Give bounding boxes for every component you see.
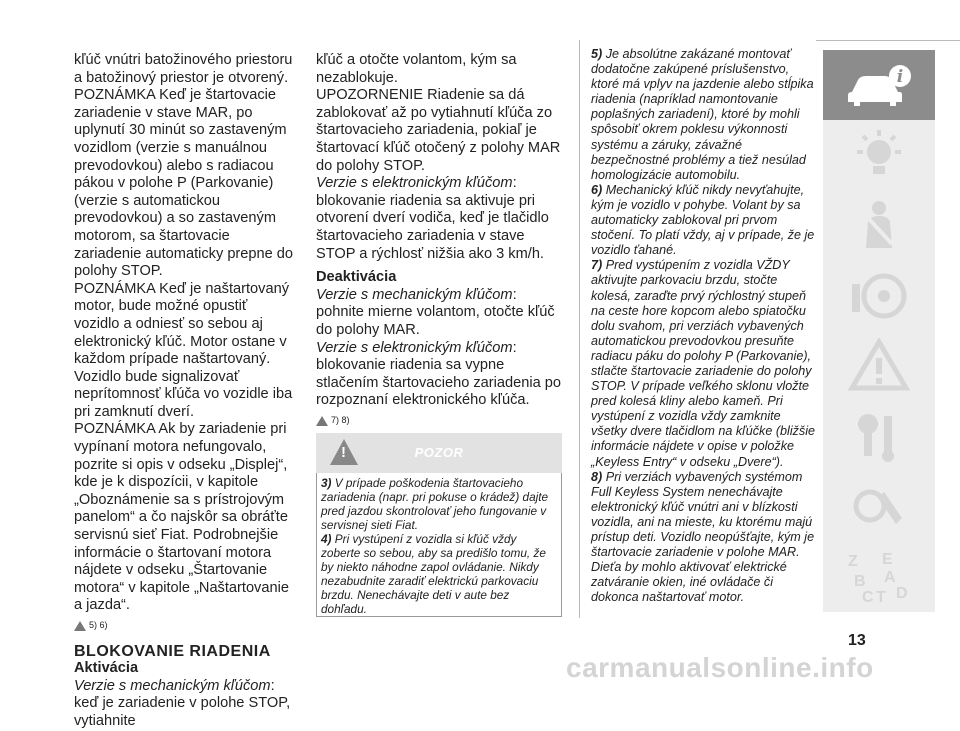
svg-text:Z: Z [848,553,858,570]
page-number: 13 [848,632,866,649]
warning-body [316,473,562,617]
paragraph-text: : pohnite mierne volantom, otočte kľúč do polohy MAR. [316,286,555,338]
watermark: carmanualsonline.info [566,652,874,683]
item-number: 4) [321,532,332,546]
reference-numbers: 5) 6) [89,620,108,630]
svg-text:B: B [854,573,866,590]
note-paragraph: POZNÁMKA Keď je naštartovaný motor, bude možné opustiť vozidlo a odniesť so sebou aj elektronický kľúč. Motor ostane v každom prípade naštartovaný. Vozidlo bude signalizovať neprítomnosť kľúča vo vozidle iba pri zamknutí dverí. [74,280,293,420]
italic-lead: Verzie s mechanickým kľúčom [316,286,513,303]
car-info-icon[interactable] [823,50,935,122]
reference-marks [74,617,296,635]
subsection-heading: Aktivácia [74,660,139,677]
item-text: Pri vystúpení z vozidla si kľúč vždy zoberte so sebou, aby sa predišlo tomu, že by niekto náhodne zapol ovládanie. Nikdy nezabudnite zaradiť elektrickú parkovaciu brzdu. Nenechávajte deti v aute bez dohľadu. [321,532,546,616]
svg-text:C: C [862,589,874,604]
paragraph [316,175,562,263]
paragraph-text: : blokovanie riadenia sa vypne stlačením štartovacieho zariadenia po rozpoznaní elektronického kľúča. [316,339,561,409]
seatbelt-icon[interactable] [823,190,935,262]
paragraph [316,287,562,340]
warning-triangle-icon: ! [330,439,358,465]
column-divider [579,40,580,618]
note-paragraph: POZNÁMKA Ak by zariadenie pri vypínaní motora nefungovalo, pozrite si opis v odseku „Displej“, kde je k dispozícii, v kapitole „Oboznámenie sa s prístrojovým panelom“ a čo najskôr sa obráťte servisnú sieť Fiat. Podrobnejšie informácie o štartovaní motora nájdete v odseku „Štartovanie motora“ v kapitole „Naštartovanie a jazda“. [74,421,289,614]
item-number: 7) [591,258,603,273]
svg-text:A: A [884,569,896,586]
svg-text:i: i [896,67,904,87]
chapter-sidebar [823,50,935,610]
paragraph [74,678,296,731]
paragraph-text: : blokovanie riadenia sa aktivuje pri otvorení dverí vodiča, keď je tlačidlo štartovacieho zariadenia v stave STOP a rýchlosť nižšia ako 3 km/h. [316,175,549,262]
note-item [591,258,817,469]
item-number: 5) [591,47,603,61]
reference-numbers: 7) 8) [331,414,350,425]
svg-text:T: T [876,589,886,604]
svg-text:E: E [882,551,893,568]
item-number: 6) [591,182,603,197]
note-item [591,470,817,606]
italic-lead: Verzie s elektronickým kľúčom [316,339,513,356]
subsection-heading: Deaktivácia [316,269,397,286]
item-number: 3) [321,476,332,490]
section-heading: BLOKOVANIE RIADENIA [74,642,271,660]
item-text: Je absolútne zakázané montovať dodatočne zakúpené príslušenstvo, ktoré má vplyv na jazdenie alebo stĺpika riadenia (napríklad namontovanie poplašných zariadení), ktoré by mohli spôsobiť okrem poklesu výkonnosti systému a záruky, závažné bezpečnostné problémy a tiež nesúlad homologizácie automobilu. [591,47,814,182]
italic-lead: Verzie s elektronickým kľúčom [316,175,513,192]
italic-lead: Verzie s mechanickým kľúčom [74,677,271,694]
notice-paragraph: UPOZORNENIE Riadenie sa dá zablokovať až po vytiahnutí kľúča zo štartovacieho zariadenia, pokiaľ je štartovací kľúč otočený z polohy MAR do polohy STOP. [316,87,561,174]
note-item [591,183,817,258]
note-paragraph: POZNÁMKA Keď je štartovacie zariadenie v stave MAR, po uplynutí 30 minút so zastaveným vozidlom (verzie s manuálnou prevodovkou) alebo s radiacou pákou v polohe P (Parkovanie) (verzie s automatickou prevodovkou) a so zastaveným motorom, sa štartovacie zariadenie automaticky prepne do polohy STOP. [74,87,294,280]
wrench-icon[interactable] [823,400,935,472]
paragraph [316,340,562,410]
sidebar-top-rule [816,40,960,41]
paragraph: kľúč vnútri batožinového priestoru a batožinový priestor je otvorený. [74,52,293,86]
light-icon[interactable] [823,120,935,192]
item-text: Pri verziách vybavených systémom Full Keyless System nenechávajte elektronický kľúč vnútri ani v blízkosti vozidla, ani na mieste, ku ktorému majú prístup deti. Vozidlo neopúšťajte, kým je štartovacie zariadenie v polohe MAR. Dieťa by mohlo aktivovať elektrické zatváranie okien, iné ovládače či dokonca naštartovať motor. [591,469,815,605]
note-item [591,47,817,183]
warning-header [316,433,562,473]
text-column-3 [591,47,817,605]
warning-item [321,532,557,616]
paragraph: kľúč a otočte volantom, kým sa nezablokuje. [316,52,517,86]
warning-triangle-icon [316,416,328,426]
svg-text:D: D [896,585,908,602]
index-letters-icon[interactable] [823,540,935,612]
item-text: Mechanický kľúč nikdy nevyťahujte, kým je vozidlo v pohybe. Volant by sa automaticky zablokoval pri prvom stočení. To platí vždy, aj v prípade, že je vozidlo ťahané. [591,182,815,258]
warning-icon[interactable] [823,330,935,402]
text-column-1 [74,52,296,731]
reference-marks [316,412,562,430]
car-service-icon[interactable] [823,470,935,542]
text-column-2 [316,52,562,437]
item-text: Pred vystúpením z vozidla VŽDY aktivujte parkovaciu brzdu, stočte kolesá, zaraďte prvý rýchlostný stupeň na ceste hore kopcom alebo spiatočku dolu svahom, pri verziách vybavených automatickou prevodovkou presuňte radiacu páku do polohy P (Parkovanie), stlačte štartovacie zariadenie do polohy STOP. V prípade veľkého sklonu vložte pred kolesá kliny alebo kameň. Pri vystúpení z vozidla vždy zamknite všetky dvere tlačidlom na kľúčke (bližšie informácie nájdete v opise v položke „Keyless Entry“ v odseku „Dvere“). [591,258,816,469]
warning-box [316,433,562,617]
item-text: V prípade poškodenia štartovacieho zariadenia (napr. pri pokuse o krádež) dajte pred jazdou skontrolovať jeho fungovanie v servisnej sieti Fiat. [321,476,549,532]
item-number: 8) [591,469,603,484]
paragraph-text: : keď je zariadenie v polohe STOP, vytiahnite [74,677,291,729]
steering-wheel-icon[interactable] [823,260,935,332]
warning-triangle-icon [74,621,86,631]
warning-item [321,476,557,532]
warning-title: POZOR [414,445,464,460]
